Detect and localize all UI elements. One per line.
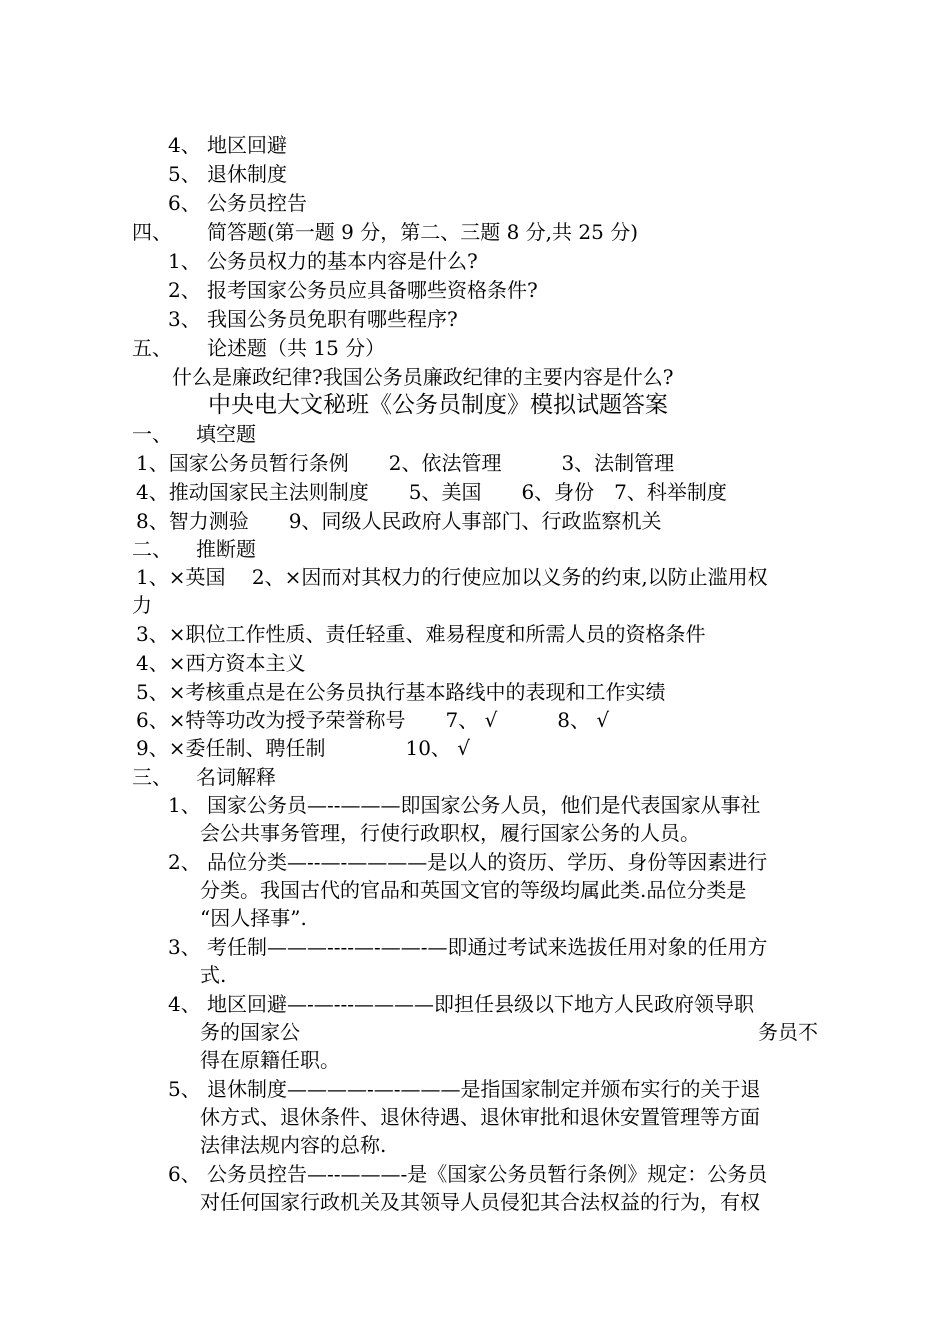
term-text: 国家公务员—--———即国家公务人员，他们是代表国家从事社 <box>207 793 761 817</box>
answer-line: 4、×西方资本主义 <box>136 651 306 675</box>
answer-title: 中央电大文秘班《公务员制度》模拟试题答案 <box>208 392 668 418</box>
list-item <box>168 160 287 188</box>
list-item <box>168 247 478 275</box>
list-item <box>168 305 458 333</box>
term-text: 退休制度————-—-———是指国家制定并颁布实行的关于退 <box>207 1077 761 1101</box>
term-item <box>168 1075 761 1103</box>
section-title: 名词解释 <box>196 765 276 789</box>
answer-line: 8、智力测验 9、同级人民政府人事部门、行政监察机关 <box>136 509 662 533</box>
term-text: 法律法规内容的总称. <box>200 1133 387 1157</box>
item-number: 3、 <box>168 935 201 959</box>
section-heading <box>132 334 385 362</box>
list-item <box>168 189 307 217</box>
item-number: 6、 <box>168 191 201 215</box>
section-number: 一、 <box>132 422 172 446</box>
section-number: 三、 <box>132 765 172 789</box>
section-number: 二、 <box>132 537 172 561</box>
term-item <box>168 848 767 876</box>
section-title: 简答题(第一题 9 分，第二、三题 8 分,共 25 分) <box>207 220 639 244</box>
section-heading <box>132 535 256 563</box>
term-text: 式. <box>200 963 227 987</box>
item-number: 2、 <box>168 850 201 874</box>
section-title: 论述题（共 15 分） <box>207 336 386 360</box>
term-item <box>168 791 761 819</box>
section-heading <box>132 218 638 246</box>
item-number: 5、 <box>168 162 201 186</box>
section-number: 五、 <box>132 336 172 360</box>
item-text: 报考国家公务员应具备哪些资格条件? <box>207 278 538 302</box>
term-text: 得在原籍任职。 <box>200 1048 340 1072</box>
section-title: 推断题 <box>196 537 256 561</box>
answer-line: 9、×委任制、聘任制 10、 √ <box>136 736 471 760</box>
item-number: 1、 <box>168 249 201 273</box>
term-text: 地区回避—-—---————即担任县级以下地方人民政府领导职 <box>207 992 755 1016</box>
item-number: 4、 <box>168 992 201 1016</box>
list-item <box>168 131 287 159</box>
essay-question: 什么是廉政纪律?我国公务员廉政纪律的主要内容是什么? <box>172 365 674 389</box>
term-text: 休方式、退休条件、退休待遇、退休审批和退休安置管理等方面 <box>200 1105 760 1129</box>
item-text: 地区回避 <box>207 133 287 157</box>
section-title: 填空题 <box>196 422 256 446</box>
term-text: 对任何国家行政机关及其领导人员侵犯其合法权益的行为，有权 <box>200 1190 760 1214</box>
term-text: 分类。我国古代的官品和英国文官的等级均属此类.品位分类是 <box>200 878 747 902</box>
item-number: 2、 <box>168 278 201 302</box>
term-text: 公务员控告—--———-是《国家公务员暂行条例》规定：公务员 <box>207 1162 768 1186</box>
term-text: 考任制———----—-——-—即通过考试来选拔任用对象的任用方 <box>207 935 768 959</box>
term-item <box>168 1160 767 1188</box>
item-number: 4、 <box>168 133 201 157</box>
item-text: 退休制度 <box>207 162 287 186</box>
answer-line: 4、推动国家民主法则制度 5、美国 6、身份 7、科举制度 <box>136 480 727 504</box>
item-number: 5、 <box>168 1077 201 1101</box>
section-heading <box>132 420 256 448</box>
term-text: 务员不 <box>758 1020 818 1044</box>
item-number: 6、 <box>168 1162 201 1186</box>
answer-line: 1、国家公务员暂行条例 2、依法管理 3、法制管理 <box>136 451 675 475</box>
term-text: “因人择事”. <box>200 906 307 930</box>
item-text: 公务员权力的基本内容是什么? <box>207 249 478 273</box>
term-item <box>168 933 768 961</box>
answer-line: 6、×特等功改为授予荣誉称号 7、 √ 8、 √ <box>136 708 610 732</box>
term-text: 品位分类—--—-————是以人的资历、学历、身份等因素进行 <box>207 850 768 874</box>
item-text: 公务员控告 <box>207 191 307 215</box>
item-number: 3、 <box>168 307 201 331</box>
answer-line: 3、×职位工作性质、责任轻重、难易程度和所需人员的资格条件 <box>136 622 706 646</box>
item-number: 1、 <box>168 793 201 817</box>
answer-line: 1、×英国 2、×因而对其权力的行使应加以义务的约束,以防止滥用权 <box>136 565 768 589</box>
section-heading <box>132 763 276 791</box>
item-text: 我国公务员免职有哪些程序? <box>207 307 458 331</box>
answer-line-continuation: 力 <box>132 593 152 617</box>
section-number: 四、 <box>132 220 172 244</box>
term-text: 会公共事务管理，行使行政职权，履行国家公务的人员。 <box>200 821 700 845</box>
term-item <box>168 990 754 1018</box>
term-text: 务的国家公 <box>200 1020 300 1044</box>
list-item <box>168 276 538 304</box>
answer-line: 5、×考核重点是在公务员执行基本路线中的表现和工作实绩 <box>136 680 666 704</box>
